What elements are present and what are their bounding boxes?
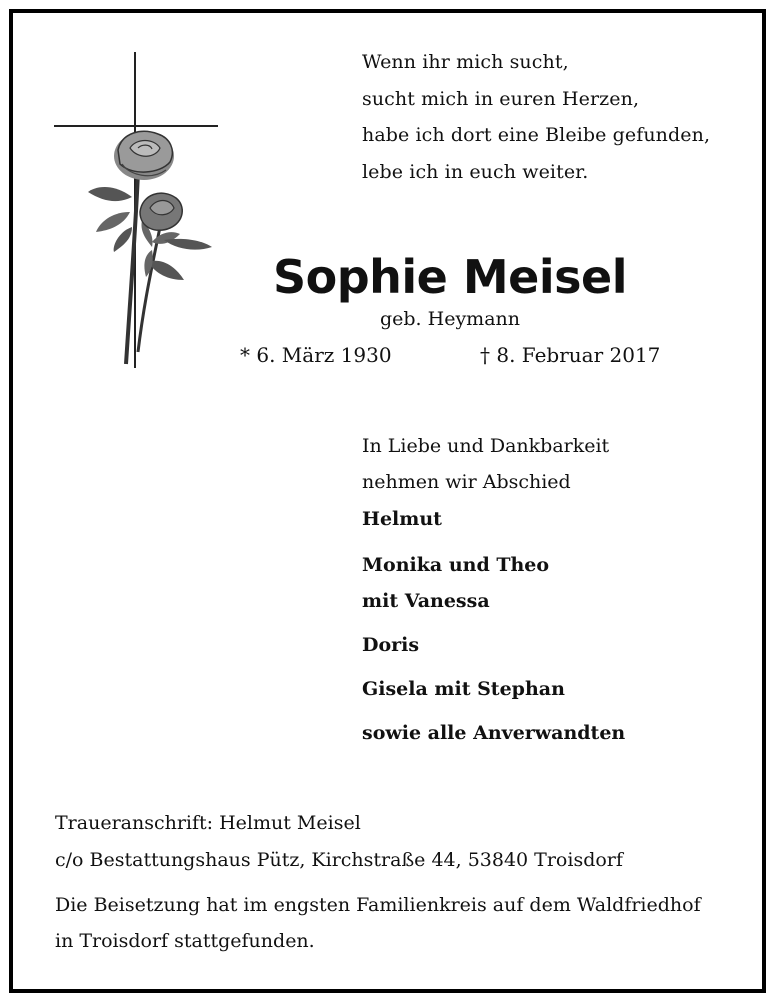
mourner: Gisela mit Stephan (362, 678, 565, 700)
deceased-name: Sophie Meisel (273, 250, 627, 304)
burial-note-line: in Troisdorf stattgefunden. (55, 930, 315, 952)
birth-name: geb. Heymann (379, 308, 520, 330)
poem-line: sucht mich in euren Herzen, (362, 87, 640, 110)
mourner: mit Vanessa (362, 590, 490, 612)
mourning-address-line: c/o Bestattungshaus Pütz, Kirchstraße 44, 53840 Troisdorf (55, 849, 623, 871)
mourner: Monika und Theo (362, 554, 550, 576)
burial-note: Die Beisetzung hat im engsten Familienkreis auf dem Waldfriedhof (55, 894, 701, 916)
mourning-address: Traueranschrift: Helmut Meisel (55, 812, 361, 834)
poem-line: lebe ich in euch weiter. (362, 160, 589, 183)
farewell-text (362, 428, 609, 500)
mourner: Doris (362, 634, 420, 656)
farewell-line: nehmen wir Abschied (362, 471, 571, 493)
mourner: sowie alle Anverwandten (362, 722, 626, 744)
birth-date: * 6. März 1930 (240, 343, 392, 367)
death-date: † 8. Februar 2017 (480, 343, 661, 367)
poem-line: habe ich dort eine Bleibe gefunden, (362, 124, 711, 146)
poem (362, 44, 710, 190)
poem-line: Wenn ihr mich sucht, (362, 51, 569, 73)
farewell-line: In Liebe und Dankbarkeit (362, 435, 610, 457)
mourner: Helmut (362, 508, 442, 530)
